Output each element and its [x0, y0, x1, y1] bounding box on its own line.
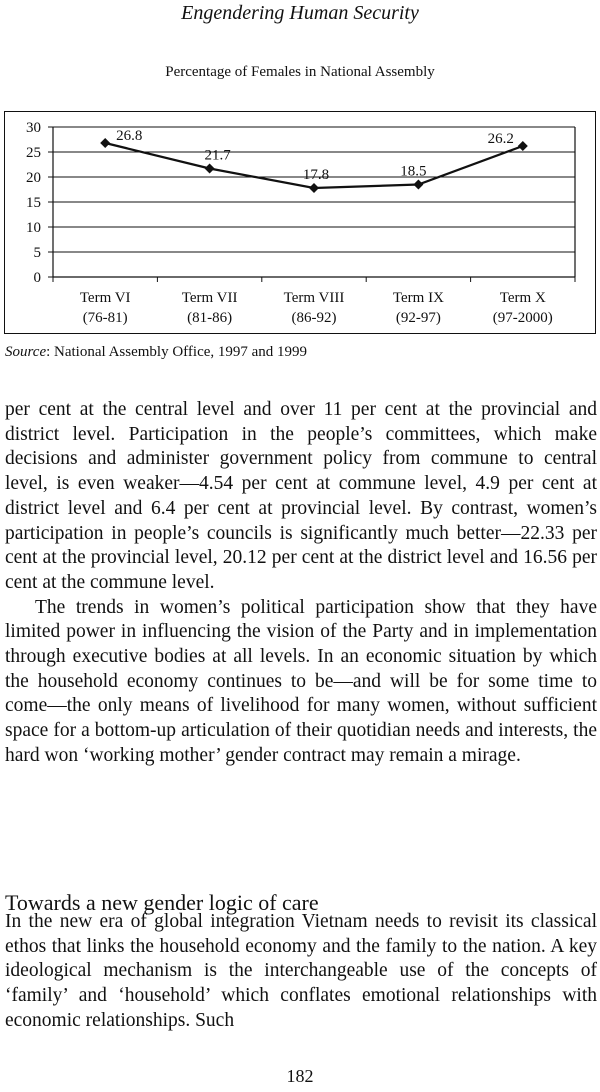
- y-tick-label: 15: [26, 195, 41, 211]
- section-heading: Towards a new gender logic of care: [5, 890, 319, 916]
- x-tick-sublabel: (97-2000): [492, 310, 553, 326]
- data-point: [100, 138, 110, 148]
- data-label: 18.5: [400, 163, 427, 180]
- data-point: [205, 164, 215, 174]
- data-label: 17.8: [302, 167, 330, 183]
- x-tick-label: Term VI: [79, 290, 131, 306]
- source-label: Source: [5, 344, 47, 360]
- x-tick-label: Term VIII: [283, 290, 345, 306]
- paragraph-1: per cent at the central level and over 11 per cent at the provincial and district level. Participation in the people’s committees, which make decisions and administer government policy from commune to central level, is even weaker—4.54 per cent at commune level, 4.9 per cent at district level and 6.4 per cent at provincial level. By contrast, women’s participation in people’s councils is significantly much better—22.33 per cent at the provincial level, 20.12 per cent at the district level and 16.56 per cent at the commune level.: [5, 399, 597, 593]
- running-head: Engendering Human Security: [181, 2, 419, 24]
- y-tick-label: 10: [26, 220, 41, 236]
- x-tick-sublabel: (81-86): [187, 310, 233, 326]
- data-label: 26.8: [116, 128, 143, 144]
- paragraph-2: The trends in women’s political participation show that they have limited power in influencing the vision of the Party and in implementation through executive bodies at all levels. In an economic situation by which the household economy continues to be—and will be for some time to come—the only means of livelihood for many women, without sufficient space for a bottom-up articulation of their quotidian needs and interests, the hard won ‘working mother’ gender contract may remain a mirage.: [5, 596, 597, 766]
- x-tick-sublabel: (86-92): [291, 310, 337, 326]
- x-tick-sublabel: (76-81): [82, 310, 128, 326]
- data-label: 26.2: [487, 131, 514, 147]
- y-tick-label: 25: [26, 145, 41, 161]
- y-tick-label: 5: [33, 245, 41, 261]
- chart-svg: [5, 112, 595, 333]
- data-point: [413, 180, 423, 190]
- paragraph-3: In the new era of global integration Vietnam needs to revisit its classical ethos that links the household economy and the family to the nation. A key ideological mechanism is the interchangeable use of the concepts of ‘family’ and ‘household’ which conflates emotional relationships with economic relationships. Such: [5, 911, 597, 1031]
- figure-title: Percentage of Females in National Assembly: [165, 64, 435, 80]
- x-tick-label: Term IX: [392, 290, 444, 306]
- page-number: 182: [286, 1066, 314, 1086]
- line-chart: [4, 111, 596, 334]
- x-tick-label: Term VII: [181, 290, 238, 306]
- data-label: 21.7: [204, 147, 231, 164]
- data-point: [309, 183, 319, 193]
- data-point: [518, 141, 528, 151]
- section-body-text: [5, 910, 597, 1034]
- y-tick-label: 0: [33, 270, 41, 286]
- y-tick-label: 30: [26, 120, 41, 136]
- x-tick-label: Term X: [499, 290, 546, 306]
- source-text: : National Assembly Office, 1997 and 1999: [46, 344, 308, 360]
- y-tick-label: 20: [26, 170, 41, 186]
- body-text: [5, 398, 597, 769]
- x-tick-sublabel: (92-97): [395, 310, 441, 326]
- figure-source: [5, 344, 307, 361]
